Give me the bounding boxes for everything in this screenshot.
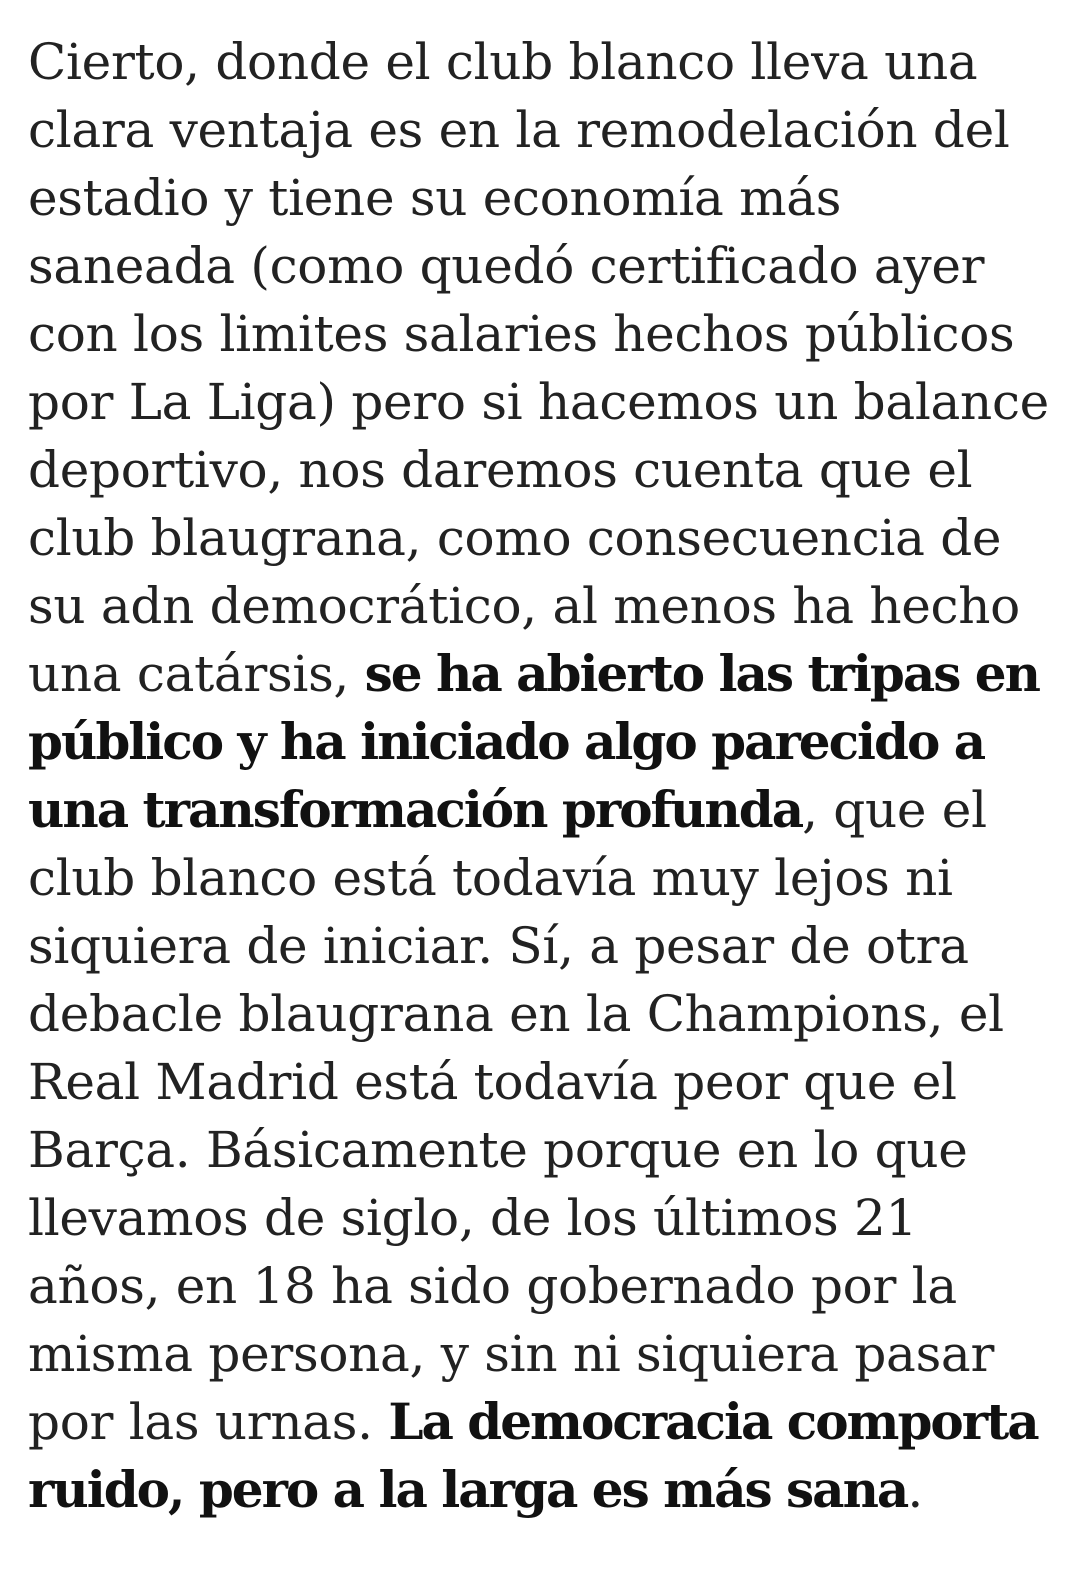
text-run: su adn democrático, al menos ha hecho: [28, 577, 1020, 635]
text-line: [28, 1456, 1058, 1524]
bold-text-run: una transformación profunda: [28, 780, 803, 839]
text-line: [28, 912, 1058, 980]
bold-text-run: público y ha iniciado algo parecido a: [28, 712, 985, 771]
text-run: Barça. Básicamente porque en lo que: [28, 1121, 968, 1179]
text-line: [28, 980, 1058, 1048]
text-line: [28, 1320, 1058, 1388]
text-line: [28, 572, 1058, 640]
bold-text-run: ruido, pero a la larga es más sana: [28, 1460, 908, 1519]
text-run: club blanco está todavía muy lejos ni: [28, 849, 953, 907]
bold-text-run: se ha abierto las tripas en: [364, 644, 1039, 703]
text-run: por las urnas.: [28, 1393, 389, 1451]
text-run: una catársis,: [28, 645, 365, 703]
text-line: [28, 708, 1058, 776]
text-line: [28, 1048, 1058, 1116]
text-run: llevamos de siglo, de los últimos 21: [28, 1189, 918, 1247]
text-line: [28, 300, 1058, 368]
text-line: [28, 504, 1058, 572]
text-run: con los limites salaries hechos públicos: [28, 305, 1015, 363]
text-line: [28, 232, 1058, 300]
text-run: club blaugrana, como consecuencia de: [28, 509, 1002, 567]
text-run: deportivo, nos daremos cuenta que el: [28, 441, 973, 499]
text-run: Cierto, donde el club blanco lleva una: [28, 33, 978, 91]
text-run: saneada (como quedó certificado ayer: [28, 237, 985, 295]
text-line: [28, 844, 1058, 912]
text-run: Real Madrid está todavía peor que el: [28, 1053, 957, 1111]
text-run: por La Liga) pero si hacemos un balance: [28, 373, 1049, 431]
text-run: , que el: [802, 781, 987, 839]
article-paragraph: [28, 28, 1058, 1524]
text-run: estadio y tiene su economía más: [28, 169, 842, 227]
text-run: años, en 18 ha sido gobernado por la: [28, 1257, 957, 1315]
text-line: [28, 640, 1058, 708]
text-run: debacle blaugrana en la Champions, el: [28, 985, 1004, 1043]
text-line: [28, 776, 1058, 844]
text-line: [28, 28, 1058, 96]
text-line: [28, 164, 1058, 232]
text-run: misma persona, y sin ni siquiera pasar: [28, 1325, 995, 1383]
text-run: clara ventaja es en la remodelación del: [28, 101, 1010, 159]
bold-text-run: La democracia comporta: [388, 1392, 1038, 1451]
text-line: [28, 1388, 1058, 1456]
text-line: [28, 1252, 1058, 1320]
text-line: [28, 96, 1058, 164]
text-line: [28, 368, 1058, 436]
text-line: [28, 1184, 1058, 1252]
text-run: .: [907, 1461, 923, 1519]
text-run: siquiera de iniciar. Sí, a pesar de otra: [28, 917, 969, 975]
text-line: [28, 1116, 1058, 1184]
text-line: [28, 436, 1058, 504]
